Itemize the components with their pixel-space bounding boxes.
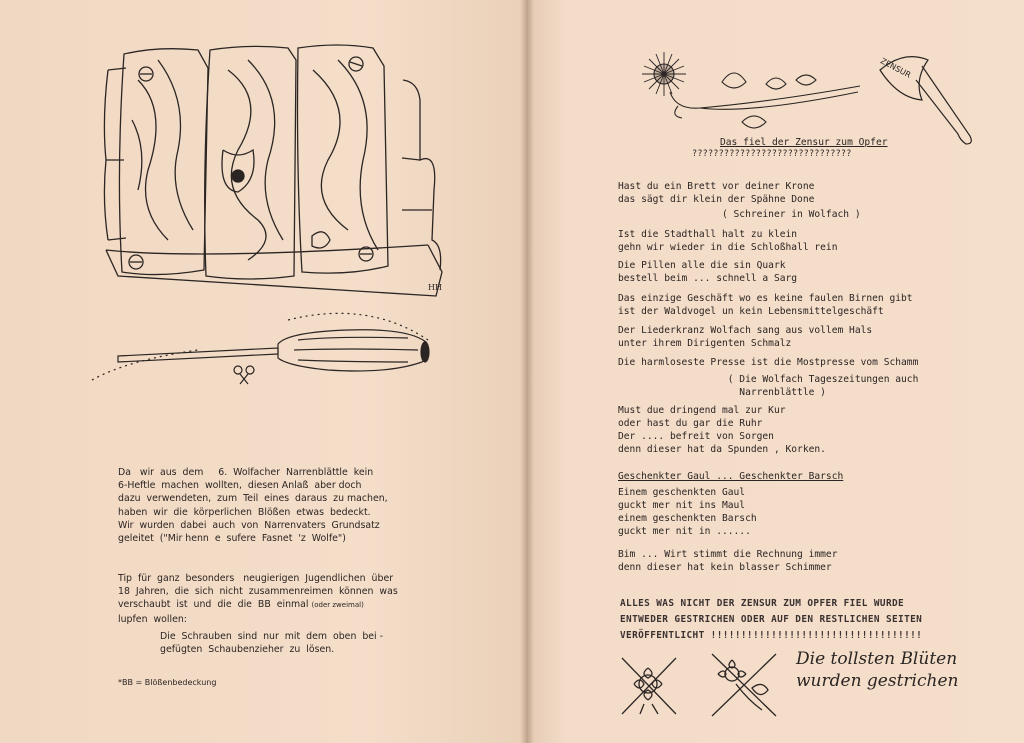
crossed-flower-left [618, 654, 680, 718]
zensur-label: ZENSUR [878, 56, 913, 80]
zensur-heading: Das fiel der Zensur zum Opfer [720, 137, 888, 148]
footnote: *BB = Blößenbedeckung [118, 678, 217, 687]
intro-line: dazu verwendeten, zum Teil eines daraus zu machen, [118, 493, 388, 505]
intro-line: Wir wurden dabei auch von Narrenvaters Grundsatz [118, 519, 380, 531]
tip-line: Tip für ganz besonders neugierigen Jugendlichen über [118, 573, 394, 584]
wooden-boards-illustration [98, 40, 458, 310]
intro-paragraph [118, 466, 388, 545]
book-gutter [520, 0, 534, 743]
schrauben-line: gefügten Schaubenzieher zu lösen. [160, 644, 335, 656]
tip-paragraph [118, 572, 398, 656]
intro-line: geleitet ("Mir henn e sufere Fasnet 'z Wolfe") [118, 533, 346, 545]
stanza: Hast du ein Brett vor deiner Krone das sägt dir klein der Spähne Done [618, 181, 815, 205]
bim-stanza: Bim ... Wirt stimmt die Rechnung immer denn dieser hat kein blasser Schimmer [618, 549, 838, 573]
tip-line: verschaubt ist und die die BB einmal [118, 599, 309, 611]
intro-line: Da wir aus dem 6. Wolfacher Narrenblättle kein [118, 467, 374, 478]
tip-zweimal: (oder zweimal) [311, 601, 364, 610]
stanza: Ist die Stadthall halt zu klein gehn wir wieder in die Schloßhall rein [618, 229, 838, 253]
crossed-flower-right [708, 650, 780, 720]
axe-zensur-illustration [874, 40, 984, 150]
stanza-credit: ( Die Wolfach Tageszeitungen auch Narrenblättle ) [618, 374, 919, 398]
stanza: Der Liederkranz Wolfach sang aus vollem Hals unter ihrem Dirigenten Schmalz [618, 325, 873, 349]
illustration-signature: HH [428, 283, 442, 292]
schrauben-line: Die Schrauben sind nur mit dem oben bei - [160, 630, 384, 642]
gaul-heading: Geschenkter Gaul ... Geschenkter Barsch [618, 471, 844, 482]
right-page [526, 0, 1024, 743]
heading-question-marks: ?????????????????????????????? [692, 149, 852, 159]
tip-line: 18 Jahren, die sich nicht zusammenreimen können was [118, 586, 398, 598]
intro-line: haben wir die körperlichen Blößen etwas bedeckt. [118, 506, 371, 518]
stanza: Das einzige Geschäft wo es keine faulen Birnen gibt ist der Waldvogel un kein Lebensmittelgeschäft [618, 293, 913, 317]
tip-lupfen: lupfen wollen: [118, 613, 187, 625]
gaul-stanza: Einem geschenkten Gaul guckt mer nit ins Maul einem geschenkten Barsch guckt mer nit in ...... [618, 487, 757, 537]
screwdriver-illustration [88, 300, 448, 390]
intro-line: 6-Heftle machen wollten, diesen Anlaß aber doch [118, 480, 362, 492]
script-caption: Die tollsten Blüten wurden gestrichen [796, 649, 959, 691]
stanza: Die Pillen alle die sin Quark bestell beim ... schnell a Sarg [618, 260, 798, 284]
closing-statement: ALLES WAS NICHT DER ZENSUR ZUM OPFER FIEL WURDE ENTWEDER GESTRICHEN ODER AUF DEN RESTLICHEN SEITEN VERÖFFENTLICHT !!!!!!!!!!!!!!!!!!!!!!!!!!!!!!!!!!! [620, 598, 923, 641]
stanza: Die harmloseste Presse ist die Mostpresse vom Schamm [618, 357, 919, 368]
stanza-credit: ( Schreiner in Wolfach ) [618, 209, 861, 220]
flower-vine-illustration [630, 44, 880, 144]
stanza: Must due dringend mal zur Kur oder hast du gar die Ruhr Der .... befreit von Sorgen denn dieser hat da Spunden , Korken. [618, 405, 826, 455]
